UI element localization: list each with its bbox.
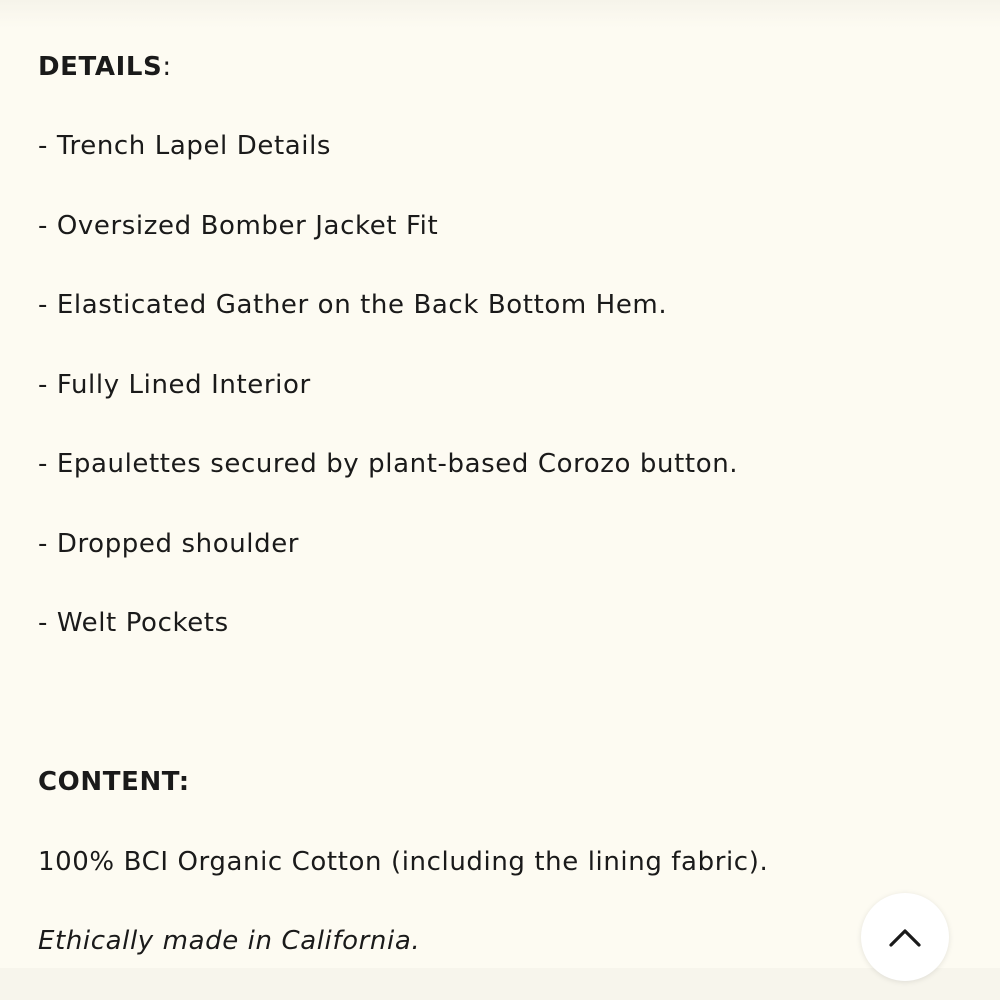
details-heading-text: DETAILS [38, 52, 163, 82]
details-item: - Oversized Bomber Jacket Fit [38, 211, 439, 241]
scroll-to-top-button[interactable] [861, 893, 949, 981]
details-heading-colon: : [162, 52, 172, 82]
details-heading [38, 50, 172, 84]
details-item: - Fully Lined Interior [38, 370, 311, 400]
origin-note: Ethically made in California. [38, 926, 421, 956]
details-item: - Epaulettes secured by plant-based Corozo button. [38, 449, 739, 479]
details-item: - Dropped shoulder [38, 529, 300, 559]
bottom-shade [0, 968, 1000, 1000]
details-item: - Elasticated Gather on the Back Bottom Hem. [38, 290, 668, 320]
chevron-up-icon [888, 926, 922, 948]
fabric-composition: 100% BCI Organic Cotton (including the lining fabric). [38, 847, 769, 877]
content-heading: CONTENT: [38, 767, 190, 797]
details-item: - Welt Pockets [38, 608, 229, 638]
top-shade [0, 0, 1000, 28]
details-item: - Trench Lapel Details [38, 131, 332, 161]
